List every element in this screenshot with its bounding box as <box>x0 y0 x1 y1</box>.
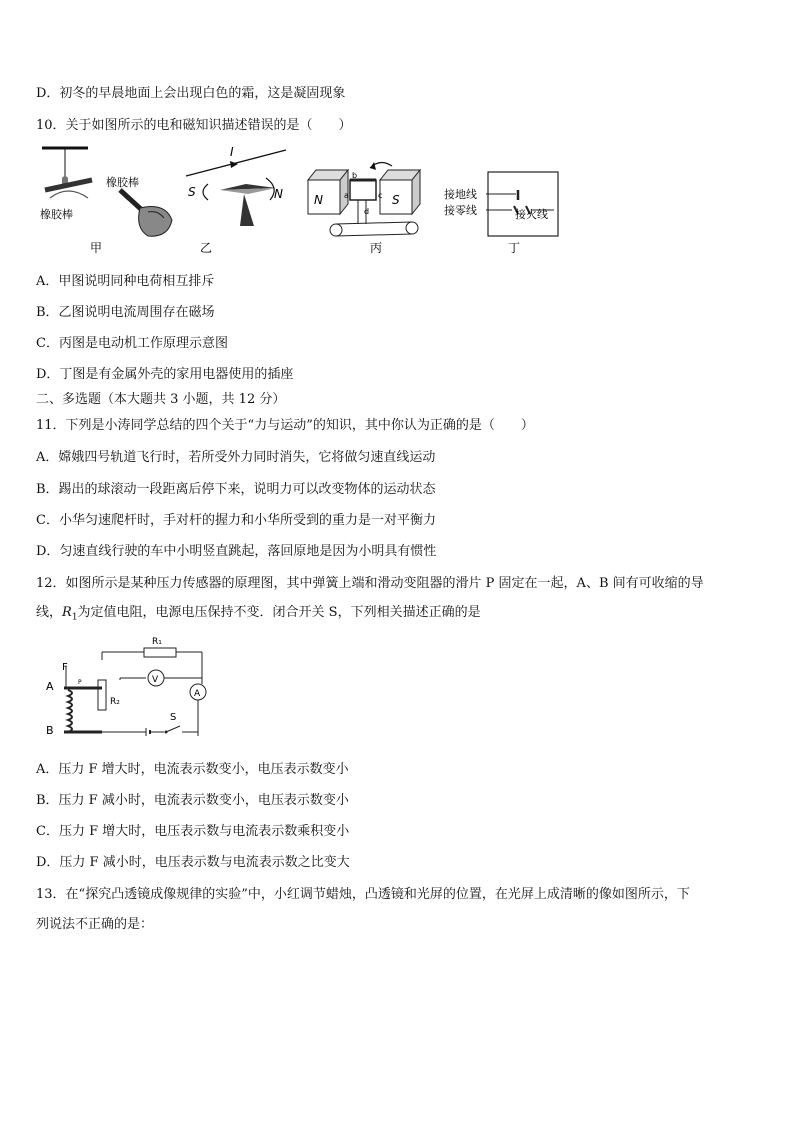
figure-yi <box>186 145 286 255</box>
yi-south-label: S <box>188 185 196 199</box>
q10-option-d: D．丁图是有金属外壳的家用电器使用的插座 <box>36 367 294 382</box>
switch-s-label: S <box>170 712 177 723</box>
q11-option-a: A．嫦娥四号轨道飞行时，若所受外力同时消失，它将做匀速直线运动 <box>36 450 436 465</box>
bing-south-label: S <box>392 193 400 207</box>
q10-option-b: B．乙图说明电流周围存在磁场 <box>36 305 215 320</box>
ding-live-label: 接火线 <box>515 208 548 221</box>
figure-jia <box>40 148 172 255</box>
q12-option-d: D．压力 F 减小时，电压表示数与电流表示数之比变大 <box>36 855 350 870</box>
ding-neutral-label: 接零线 <box>444 204 477 217</box>
q11-stem: 11．下列是小涛同学总结的四个关于“力与运动”的知识，其中你认为正确的是（ ） <box>36 418 534 433</box>
r1-label: R₁ <box>152 637 162 647</box>
ding-caption: 丁 <box>508 241 521 255</box>
q12-option-a: A．压力 F 增大时，电流表示数变小，电压表示数变小 <box>36 762 349 777</box>
q12-option-c: C．压力 F 增大时，电压表示数与电流表示数乘积变小 <box>36 824 350 839</box>
q10-stem: 10．关于如图所示的电和磁知识描述错误的是（ ） <box>36 118 352 133</box>
svg-text:d: d <box>364 207 370 216</box>
q11-option-c: C．小华匀速爬杆时，手对杆的握力和小华所受到的重力是一对平衡力 <box>36 513 436 528</box>
yi-current-label: I <box>230 145 234 159</box>
yi-north-label: N <box>274 187 283 201</box>
q10-figure <box>40 140 560 258</box>
terminal-b-label: B <box>46 724 54 737</box>
q11-option-b: B．踢出的球滚动一段距离后停下来，说明力可以改变物体的运动状态 <box>36 482 436 497</box>
jia-label-rod-left: 橡胶棒 <box>40 208 73 221</box>
jia-caption: 甲 <box>90 241 103 255</box>
q11-option-d: D．匀速直线行驶的车中小明竖直跳起，落回原地是因为小明具有惯性 <box>36 544 437 559</box>
q12-stem-line1: 12．如图所示是某种压力传感器的原理图，其中弹簧上端和滑动变阻器的滑片 P 固定在一起，A、B 间有可收缩的导 <box>36 576 704 591</box>
figure-bing <box>308 162 420 255</box>
q12-circuit-figure <box>42 632 222 744</box>
svg-text:a: a <box>344 191 349 200</box>
ding-ground-label: 接地线 <box>444 188 477 201</box>
yi-caption: 乙 <box>200 241 213 255</box>
q13-stem-line2: 列说法不正确的是： <box>36 917 154 932</box>
bing-caption: 丙 <box>370 241 383 255</box>
q10-option-c: C．丙图是电动机工作原理示意图 <box>36 336 228 351</box>
force-label: F <box>62 662 68 673</box>
jia-label-rod-right: 橡胶棒 <box>106 176 139 189</box>
q12-option-b: B．压力 F 减小时，电流表示数变小，电压表示数变小 <box>36 793 349 808</box>
terminal-a-label: A <box>46 680 54 693</box>
slider-p-label: P <box>78 679 82 686</box>
section-heading: 二、多选题（本大题共 3 小题，共 12 分） <box>36 392 286 407</box>
q9-option-d: D．初冬的早晨地面上会出现白色的霜，这是凝固现象 <box>36 86 346 101</box>
svg-text:b: b <box>352 171 358 180</box>
q12-stem-line2: 线，$R_1$为定值电阻，电源电压保持不变．闭合开关 S，下列相关描述正确的是 <box>36 605 481 623</box>
q13-stem-line1: 13．在“探究凸透镜成像规律的实验”中，小红调节蜡烛，凸透镜和光屏的位置，在光屏上成清晰的像如图所示，下 <box>36 887 690 902</box>
voltmeter-label: V <box>152 675 159 685</box>
svg-text:c: c <box>378 191 383 200</box>
q10-option-a: A．甲图说明同种电荷相互排斥 <box>36 274 215 289</box>
ammeter-label: A <box>194 689 201 699</box>
figure-ding <box>444 172 558 255</box>
r2-label: R₂ <box>110 697 120 707</box>
bing-north-label: N <box>314 193 323 207</box>
